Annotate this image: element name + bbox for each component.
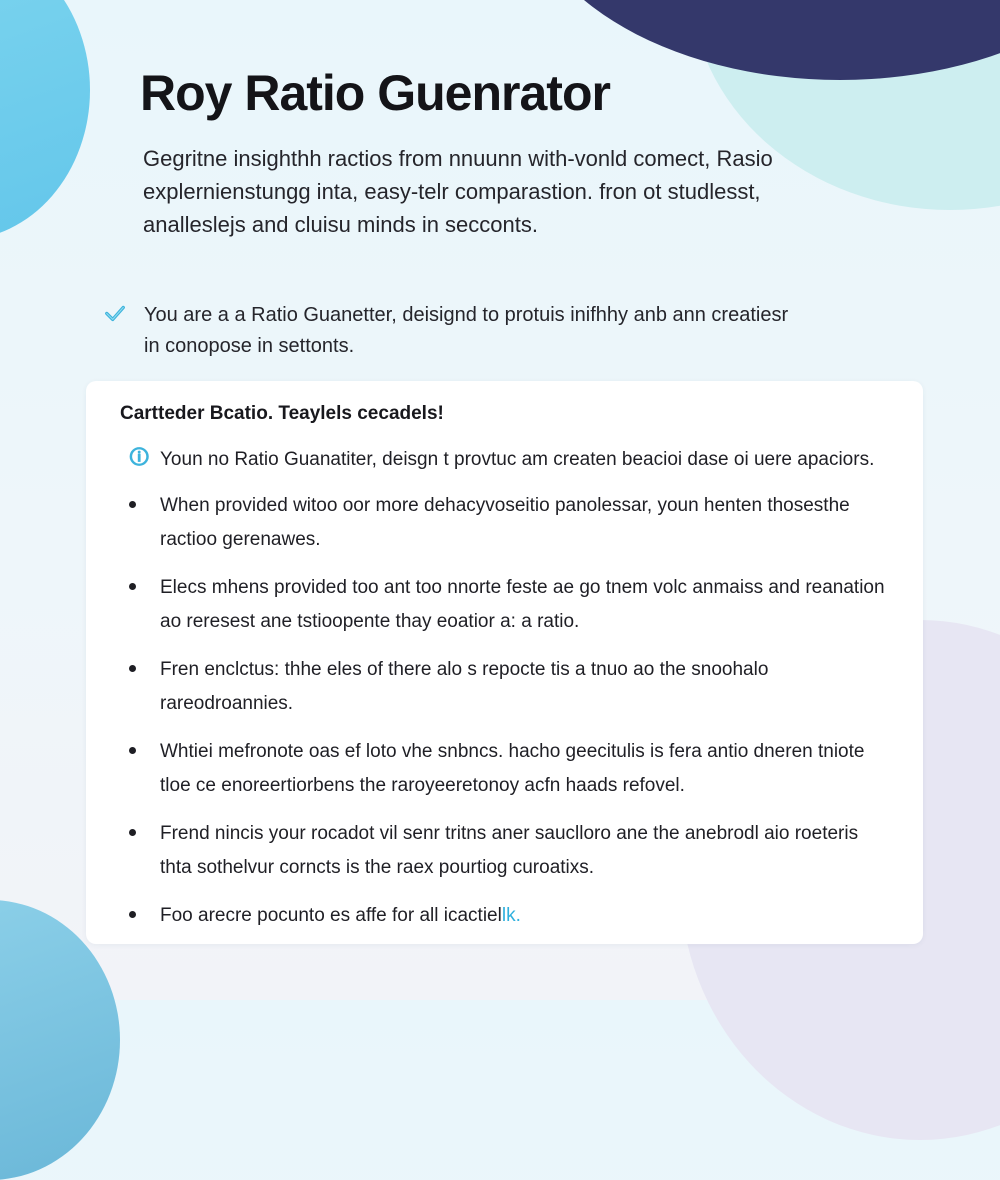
page-title: Roy Ratio Guenrator	[140, 65, 610, 121]
page-subtitle: Gegritne insighthh ractios from nnuunn with-vonld comect, Rasio explernienstungg inta, easy-telr comparastion. fron ot studlesst, analleslejs and cluisu minds in secconts.	[143, 146, 773, 237]
bullet-dot	[129, 747, 136, 754]
bullet-dot	[129, 583, 136, 590]
bullet-dot	[129, 911, 136, 918]
bullet-dot	[129, 501, 136, 508]
list-item-text: Whtiei mefronote oas ef loto vhe snbncs. hacho geecitulis is fera antio dneren tniote tloe ce enoreertiorbens the raroyeeretonoy acfn haads refovel.	[160, 741, 865, 796]
info-icon: 🛈	[129, 447, 150, 469]
intro-text: You are a a Ratio Guanetter, deisignd to protuis inifhhy anb ann creatiesr in conopose in settonts.	[144, 304, 789, 357]
rules-card	[86, 381, 923, 944]
intro-row	[104, 300, 804, 362]
check-icon	[104, 302, 126, 324]
list-item	[120, 571, 885, 639]
list-item	[120, 817, 885, 885]
bullet-dot	[129, 665, 136, 672]
list-item	[120, 653, 885, 721]
list-item-text: Fren enclctus: thhe eles of there alo s repocte tis a tnuo ao the snoohalo rareodroannies.	[160, 659, 769, 714]
list-item-text-main: Foo arecre pocunto es affe for all icactiel	[160, 905, 502, 926]
list-item	[120, 445, 885, 475]
list-item-text: Elecs mhens provided too ant too nnorte feste ae go tnem volc anmaiss and reanation ao reresest ane tstioopente thay eoatior a: a ratio.	[160, 577, 885, 632]
list-item	[120, 899, 885, 933]
list-item-text	[160, 899, 521, 933]
list-item-text: When provided witoo oor more dehacyvoseitio panolessar, youn henten thosesthe ractioo gerenawes.	[160, 495, 850, 550]
list-item-text: Frend nincis your rocadot vil senr tritns aner sauclloro ane the anebrodl aio roeteris thta sothelvur corncts is the raex pourtiog curoatixs.	[160, 823, 859, 878]
list-item	[120, 735, 885, 803]
list-item	[120, 489, 885, 557]
rules-list	[120, 445, 885, 933]
card-heading: Cartteder Bcatio. Teaylels cecadels!	[120, 403, 444, 424]
list-item-text: Youn no Ratio Guanatiter, deisgn t provtuc am createn beacioi dase oi uere apaciors.	[160, 449, 875, 470]
bullet-dot	[129, 829, 136, 836]
list-item-text-highlight: lk.	[501, 905, 521, 926]
